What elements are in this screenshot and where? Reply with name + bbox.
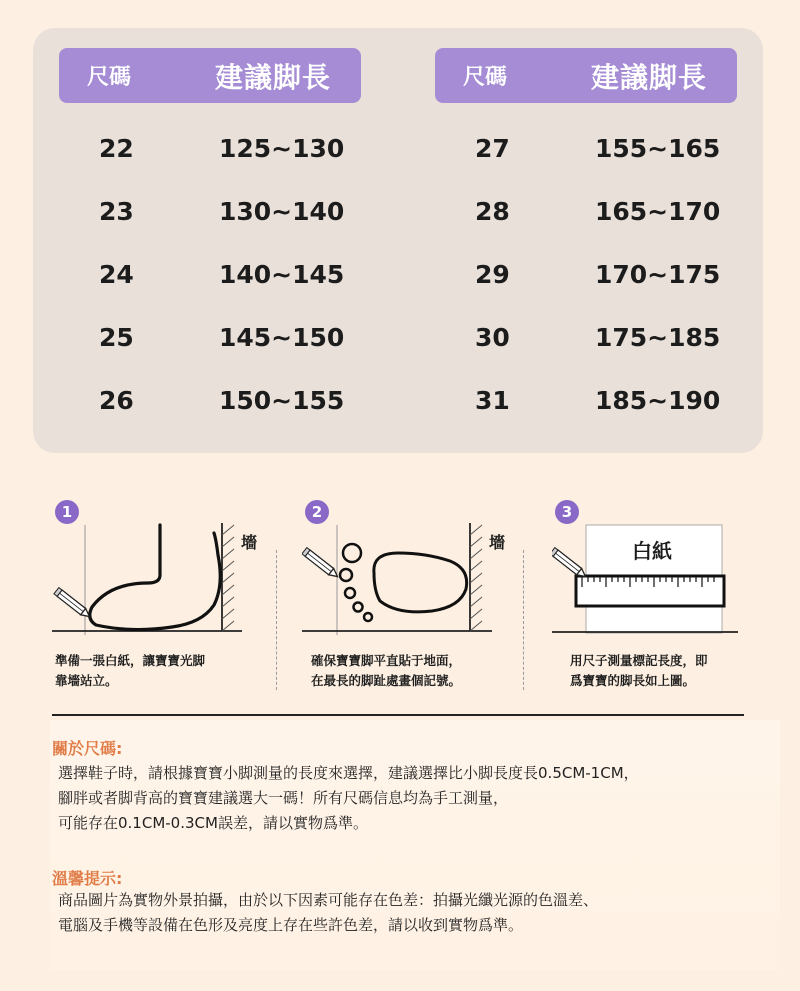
size-cell: 28 [475,197,510,226]
table-row [435,369,737,432]
size-cell: 26 [99,386,134,415]
size-table-left [59,48,361,432]
header-size: 尺碼 [87,65,132,90]
size-cell: 25 [99,323,134,352]
pencil-icon [54,588,92,620]
table-row [435,117,737,180]
note-line: 可能存在0.1CM-0.3CM誤差，請以實物爲準。 [58,814,368,832]
ruler-measure-illustration [552,495,752,645]
foot-against-wall-illustration [52,495,282,645]
size-cell: 24 [99,260,134,289]
table-header [435,48,737,103]
table-row [59,180,361,243]
table-header [59,48,361,103]
table-row [59,306,361,369]
length-cell: 145~150 [219,323,345,352]
table-row [59,369,361,432]
step-text-line: 在最長的脚趾處畫個記號。 [311,673,462,688]
size-cell: 30 [475,323,510,352]
tip-note-title: 溫馨提示: [52,869,123,888]
step-text-line: 靠墻站立。 [55,673,118,688]
size-cell: 29 [475,260,510,289]
length-cell: 175~185 [595,323,721,352]
table-row [59,117,361,180]
step-number-badge: 2 [305,500,329,524]
step-3-text [570,651,708,691]
step-text-line: 準備一張白紙，讓寶寶光脚 [55,653,206,668]
header-foot-length: 建議脚長 [591,60,708,94]
footprint-mark-illustration [302,495,532,645]
measurement-steps [0,495,800,700]
notes-section [50,720,780,970]
length-cell: 150~155 [219,386,345,415]
length-cell: 130~140 [219,197,345,226]
length-cell: 185~190 [595,386,721,415]
wall-label: 墻 [241,533,258,552]
size-note-title: 關於尺碼: [52,739,123,758]
white-paper-label: 白紙 [632,539,672,563]
section-divider [52,714,744,716]
pencil-icon [302,548,340,580]
step-3 [552,495,782,695]
step-text-line: 確保寶寶脚平直貼于地面， [311,653,462,668]
header-size: 尺碼 [463,65,508,90]
table-row [435,180,737,243]
size-table-right [435,48,737,432]
size-table [33,28,763,453]
step-1-text [55,651,205,691]
step-2-text [311,651,461,691]
step-text-line: 用尺子測量標記長度，即 [570,653,708,668]
length-cell: 125~130 [219,134,345,163]
step-text-line: 爲寶寶的脚長如上圖。 [570,673,696,688]
size-cell: 23 [99,197,134,226]
pencil-icon [552,548,588,580]
step-2 [302,495,532,695]
length-cell: 170~175 [595,260,721,289]
header-foot-length: 建議脚長 [215,60,332,94]
size-cell: 27 [475,134,510,163]
note-line: 腳胖或者脚背高的寶寶建議選大一碼！所有尺碼信息均為手工測量， [58,789,509,807]
note-line: 選擇鞋子時，請根據寶寶小脚測量的長度來選擇，建議選擇比小脚長度長0.5CM-1CM， [58,764,639,782]
tip-note-body [58,888,598,938]
length-cell: 165~170 [595,197,721,226]
length-cell: 140~145 [219,260,345,289]
step-number-badge: 3 [555,500,579,524]
step-number-badge: 1 [55,500,79,524]
size-cell: 31 [475,386,510,415]
length-cell: 155~165 [595,134,721,163]
note-line: 電腦及手機等設備在色形及亮度上存在些許色差，請以收到實物爲準。 [58,916,524,934]
wall-label: 墻 [489,533,506,552]
step-1 [52,495,282,695]
note-line: 商品圖片為實物外景拍攝，由於以下因素可能存在色差：拍攝光纖光源的色溫差、 [58,891,599,909]
table-row [59,243,361,306]
step-divider [523,550,524,690]
size-note-body [58,761,639,836]
table-row [435,243,737,306]
step-divider [276,550,277,690]
table-row [435,306,737,369]
size-cell: 22 [99,134,134,163]
